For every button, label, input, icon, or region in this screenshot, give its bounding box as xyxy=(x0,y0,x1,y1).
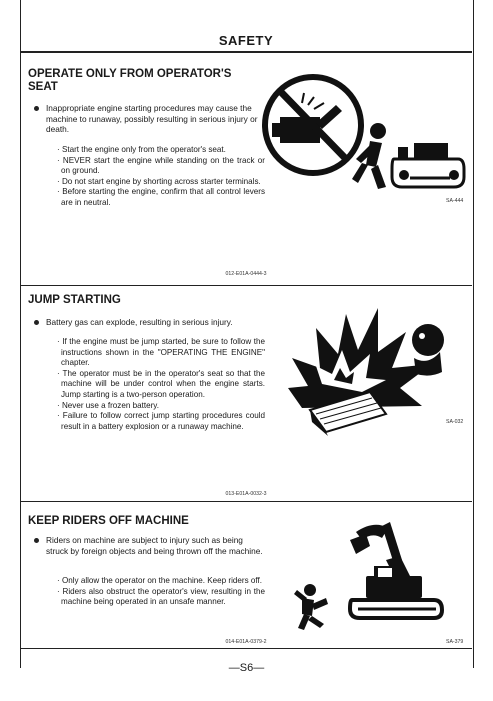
section-jump-starting xyxy=(20,286,472,502)
sub-items xyxy=(57,145,265,209)
sub-item: · The operator must be in the operator's seat so that the machine will be under control when the engine starts. Jump starting is a two-person operation. xyxy=(57,368,265,399)
explosion-icon xyxy=(288,308,432,408)
bullet-dot-icon xyxy=(34,320,39,325)
battery-explosion-illustration xyxy=(282,288,452,438)
page-number: —S6— xyxy=(228,662,265,674)
falling-person-icon xyxy=(352,123,386,189)
sub-items xyxy=(57,576,265,608)
sub-item: · Only allow the operator on the machine. Keep riders off. xyxy=(57,576,263,585)
warning-bullet xyxy=(34,535,264,556)
bullet-dot-icon xyxy=(34,106,39,111)
section-title: JUMP STARTING xyxy=(28,294,121,306)
warning-bullet xyxy=(34,317,264,328)
bullet-text: Inappropriate engine starting procedures may cause the machine to runaway, possibly resulting in serious injury or death. xyxy=(46,103,258,135)
sub-item: · Start the engine only from the operator's seat. xyxy=(57,145,226,154)
section-title: KEEP RIDERS OFF MACHINE xyxy=(28,515,189,527)
figure-code: SA-032 xyxy=(446,419,464,425)
page-title: SAFETY xyxy=(218,33,274,48)
crawler-track-icon xyxy=(392,143,464,187)
sub-item: · Failure to follow correct jump starting procedures could result in a battery explosion or a runaway machine. xyxy=(57,411,265,431)
sub-item: · Before starting the engine, confirm that all control levers are in neutral. xyxy=(57,187,265,207)
document-code: 012-E01A-0444-3 xyxy=(225,271,267,277)
person-head-icon xyxy=(412,324,444,376)
document-code: 013-E01A-0032-3 xyxy=(225,491,267,497)
section-title xyxy=(28,68,231,94)
sub-item: · Never use a frozen battery. xyxy=(57,400,159,410)
section-operate-from-seat xyxy=(20,53,472,286)
sub-item: · NEVER start the engine while standing on the track or on ground. xyxy=(57,155,265,176)
warning-bullet xyxy=(34,103,264,135)
document-code: 014-E01A-0379-2 xyxy=(225,639,267,645)
section-title-line1: OPERATE ONLY FROM OPERATOR'S xyxy=(28,68,232,80)
bullet-dot-icon xyxy=(34,538,39,543)
sub-item: · If the engine must be jump started, be sure to follow the instructions shown in the "OPERATING THE ENGINE" chapter. xyxy=(57,337,265,368)
section-title-line2: SEAT xyxy=(28,81,58,93)
sub-item: · Riders also obstruct the operator's view, resulting in the machine being operated in an unsafe manner. xyxy=(57,586,265,607)
bullet-text: Battery gas can explode, resulting in serious injury. xyxy=(46,317,233,327)
section-keep-riders-off xyxy=(20,502,472,649)
prohibition-icon xyxy=(265,77,361,173)
figure-code: SA-444 xyxy=(446,198,464,204)
sub-items xyxy=(57,337,265,432)
page-header xyxy=(20,0,472,53)
bullet-text: Riders on machine are subject to injury such as being struck by foreign objects and being thrown off the machine. xyxy=(46,535,263,556)
figure-code: SA-379 xyxy=(446,639,464,645)
sub-item: · Do not start engine by shorting across starter terminals. xyxy=(57,176,261,186)
falling-rider-icon xyxy=(294,584,328,630)
excavator-icon xyxy=(350,522,442,618)
rider-falling-illustration xyxy=(290,520,455,632)
no-shorting-starter-illustration xyxy=(258,65,468,200)
